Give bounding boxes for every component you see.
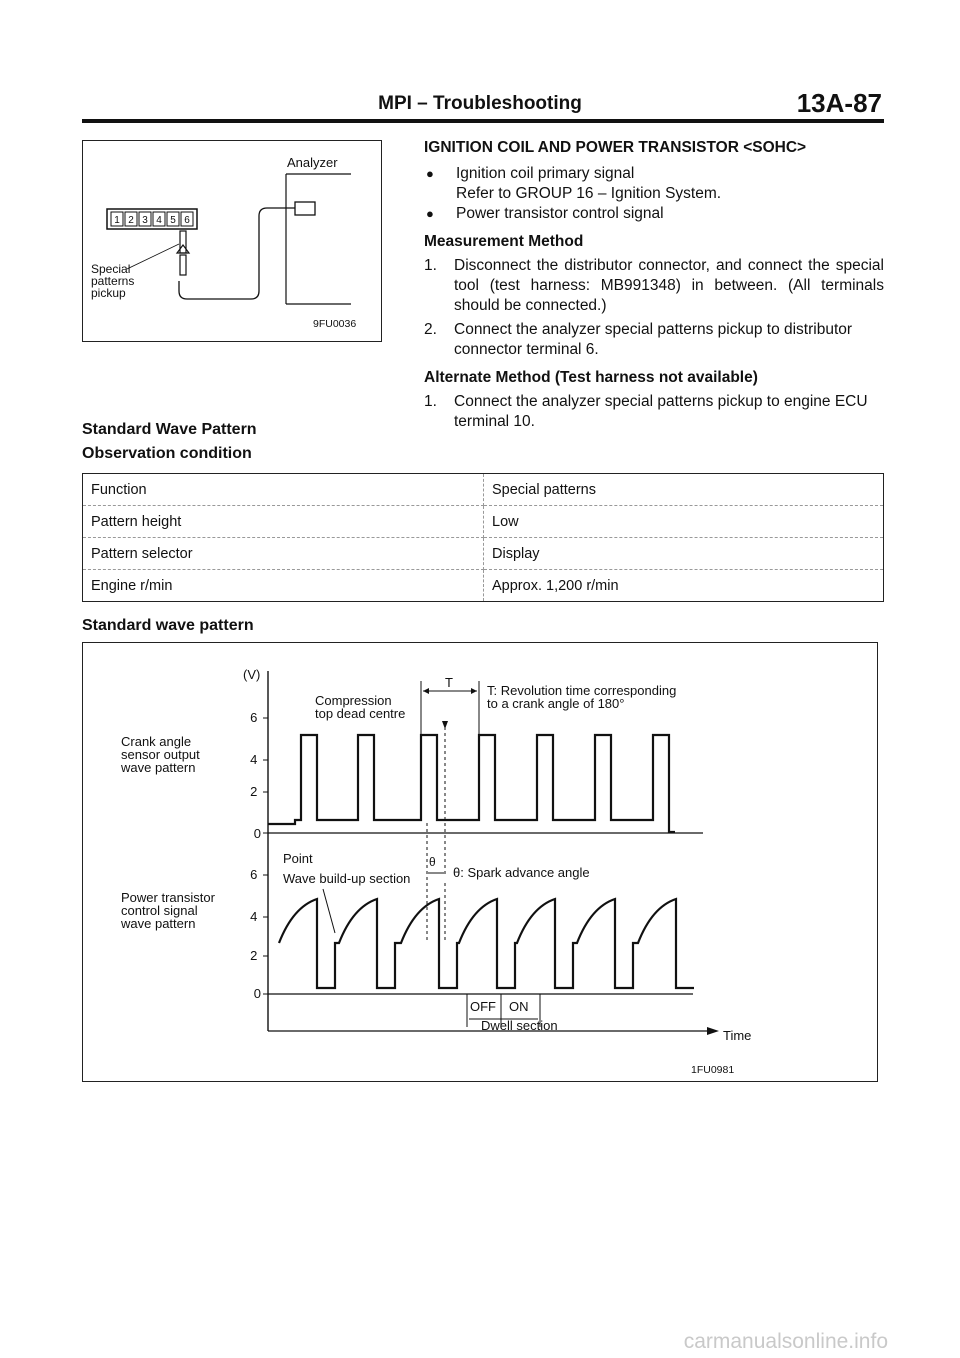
standard-wave-heading: Standard Wave Pattern [82,421,257,438]
connector-pin-number: 1 [114,215,120,226]
page-header-title: MPI – Troubleshooting [378,93,582,114]
compression-label: Compression top dead centre [315,693,406,721]
crank-angle-wave [268,735,675,832]
power-voltage-ticks: 6 4 2 0 [250,867,261,1001]
figure-code: 1FU0981 [691,1064,735,1076]
page-number: 13A-87 [796,88,882,118]
connector-pin-number: 6 [184,215,190,226]
analyzer-label: Analyzer [287,155,338,170]
crank-voltage-ticks: 6 4 2 0 [250,710,261,841]
volt-unit-label: (V) [243,667,261,682]
spark-advance-label: θ: Spark advance angle [453,865,590,880]
analyzer-connection-figure [82,140,382,342]
connector-pins [111,212,193,226]
bullet-item: ● Ignition coil primary signal Refer to GROUP 16 – Ignition System. [426,165,722,202]
crank-angle-label: Crank angle sensor output wave pattern [121,734,200,775]
connector-pin-number: 5 [170,215,176,226]
t-label: T [445,675,453,690]
theta-symbol: θ [429,855,436,869]
table-row: Function Special patterns [83,474,884,506]
table-row: Pattern height Low [83,506,884,538]
connector-pin-number: 4 [156,215,162,226]
section-heading: IGNITION COIL AND POWER TRANSISTOR <SOHC> [424,139,807,156]
power-transistor-label: Power transistor control signal wave pattern [121,890,215,931]
observation-table [82,473,884,602]
connector-pin-number: 3 [142,215,148,226]
standard-wave-pattern-heading: Standard wave pattern [82,617,254,634]
figure-code: 9FU0036 [313,318,357,330]
alternate-step: 1. Connect the analyzer special patterns pickup to engine ECU terminal 10. [424,393,868,430]
wave-pattern-figure [82,642,878,1082]
header-rule [82,119,884,123]
time-axis-label: Time [723,1028,752,1043]
point-label: Point Wave build-up section [283,851,411,886]
measurement-step: 2. Connect the analyzer special patterns pickup to distributor connector terminal 6. [424,321,853,358]
special-patterns-pickup-icon [180,255,186,275]
power-transistor-wave [279,899,694,988]
dwell-section-label: Dwell section [481,1018,558,1033]
measurement-step: 1. Disconnect the distributor connector, and connect the special tool (test harness: MB991348) in between. (All terminals should be connected.) [424,257,884,314]
measurement-heading: Measurement Method [424,233,584,250]
analyzer-port-icon [295,202,315,215]
table-row: Engine r/min Approx. 1,200 r/min [83,570,884,602]
alternate-heading: Alternate Method (Test harness not available) [424,369,758,386]
bullet-item: ● Power transistor control signal [426,205,664,222]
table-row: Pattern selector Display [83,538,884,570]
connector-pin-number: 2 [128,215,134,226]
on-label: ON [509,999,529,1014]
observation-heading: Observation condition [82,445,252,462]
watermark: carmanualsonline.info [683,1330,888,1353]
ignition-coil-section [424,138,884,432]
t-description: T: Revolution time corresponding to a crank angle of 180° [487,683,677,711]
special-patterns-label: Special patterns pickup [91,262,135,300]
off-label: OFF [470,999,496,1014]
